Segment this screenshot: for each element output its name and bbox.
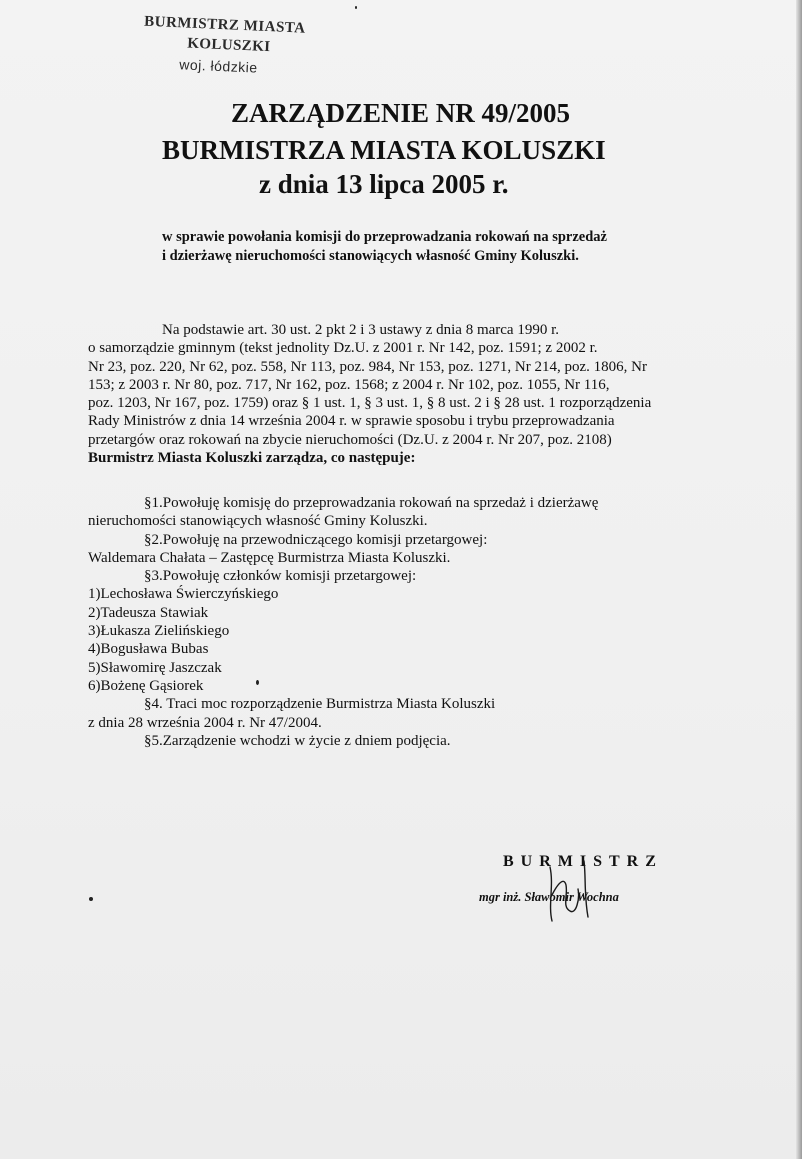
legal-line: 153; z 2003 r. Nr 80, poz. 717, Nr 162, poz. 1568; z 2004 r. Nr 102, poz. 1055, Nr 116, [88, 376, 610, 393]
legal-line: przetargów oraz rokowań na zbycie nieruchomości (Dz.U. z 2004 r. Nr 207, poz. 2108) [88, 431, 612, 448]
scan-speck [256, 680, 259, 685]
legal-line: Na podstawie art. 30 ust. 2 pkt 2 i 3 ustawy z dnia 8 marca 1990 r. [162, 322, 560, 338]
section-2-line-1: §2.Powołuję na przewodniczącego komisji przetargowej: [144, 531, 488, 548]
member-list-item: 4)Bogusława Bubas [88, 641, 209, 658]
legal-line: Nr 23, poz. 220, Nr 62, poz. 558, Nr 113, poz. 984, Nr 153, poz. 1271, Nr 214, poz. 1806, Nr [88, 358, 647, 375]
stamp-line-3: woj. łódzkie [179, 56, 259, 76]
handwritten-signature [540, 855, 610, 925]
section-1-line-2: nieruchomości stanowiących własność Gminy Koluszki. [88, 513, 428, 530]
section-4-line-2: z dnia 28 września 2004 r. Nr 47/2004. [88, 714, 322, 731]
sections-block [88, 494, 768, 750]
member-list-item: 1)Lechosława Świerczyńskiego [88, 586, 279, 603]
member-list-item: 2)Tadeusza Stawiak [88, 604, 209, 621]
decree-statement: Burmistrz Miasta Koluszki zarządza, co następuje: [88, 450, 416, 467]
scan-speck [89, 897, 93, 901]
signature-title: BURMISTRZ [503, 853, 663, 870]
scan-speck [355, 6, 357, 9]
section-5-line-1: §5.Zarządzenie wchodzi w życie z dniem podjęcia. [144, 732, 451, 749]
subject-block [162, 228, 762, 266]
subject-line-1: w sprawie powołania komisji do przeprowadzania rokowań na sprzedaż [162, 229, 607, 245]
member-list-item: 5)Sławomirę Jaszczak [88, 659, 222, 676]
member-list-item: 6)Bożenę Gąsiorek [88, 677, 204, 694]
member-list-item: 3)Łukasza Zielińskiego [88, 623, 230, 640]
section-2-line-2: Waldemara Chałata – Zastępcę Burmistrza Miasta Koluszki. [88, 549, 451, 566]
issuer-heading: BURMISTRZA MIASTA KOLUSZKI [162, 135, 606, 165]
legal-basis-paragraph [88, 321, 768, 467]
stamp-line-1: BURMISTRZ MIASTA [143, 13, 306, 37]
section-4-line-1: §4. Traci moc rozporządzenie Burmistrza Miasta Koluszki [144, 696, 496, 713]
legal-line: Rady Ministrów z dnia 14 września 2004 r. w sprawie sposobu i trybu przeprowadzania [88, 413, 615, 430]
subject-line-2: i dzierżawę nieruchomości stanowiących własność Gminy Koluszki. [162, 248, 579, 264]
decree-number-heading: ZARZĄDZENIE NR 49/2005 [231, 98, 571, 128]
section-3-line-1: §3.Powołuję członków komisji przetargowej: [144, 568, 417, 585]
date-heading: z dnia 13 lipca 2005 r. [259, 169, 509, 199]
section-1-line-1: §1.Powołuję komisję do przeprowadzania rokowań na sprzedaż i dzierżawę [144, 495, 599, 511]
stamp-line-2: KOLUSZKI [186, 35, 271, 56]
signature-name: mgr inż. Sławomir Wochna [479, 890, 619, 904]
page-edge-shadow [796, 0, 802, 1159]
office-stamp [142, 14, 345, 89]
legal-line: o samorządzie gminnym (tekst jednolity Dz.U. z 2001 r. Nr 142, poz. 1591; z 2002 r. [88, 340, 598, 357]
legal-line: poz. 1203, Nr 167, poz. 1759) oraz § 1 ust. 1, § 3 ust. 1, § 8 ust. 2 i § 28 ust. 1 rozporządzenia [88, 395, 652, 412]
